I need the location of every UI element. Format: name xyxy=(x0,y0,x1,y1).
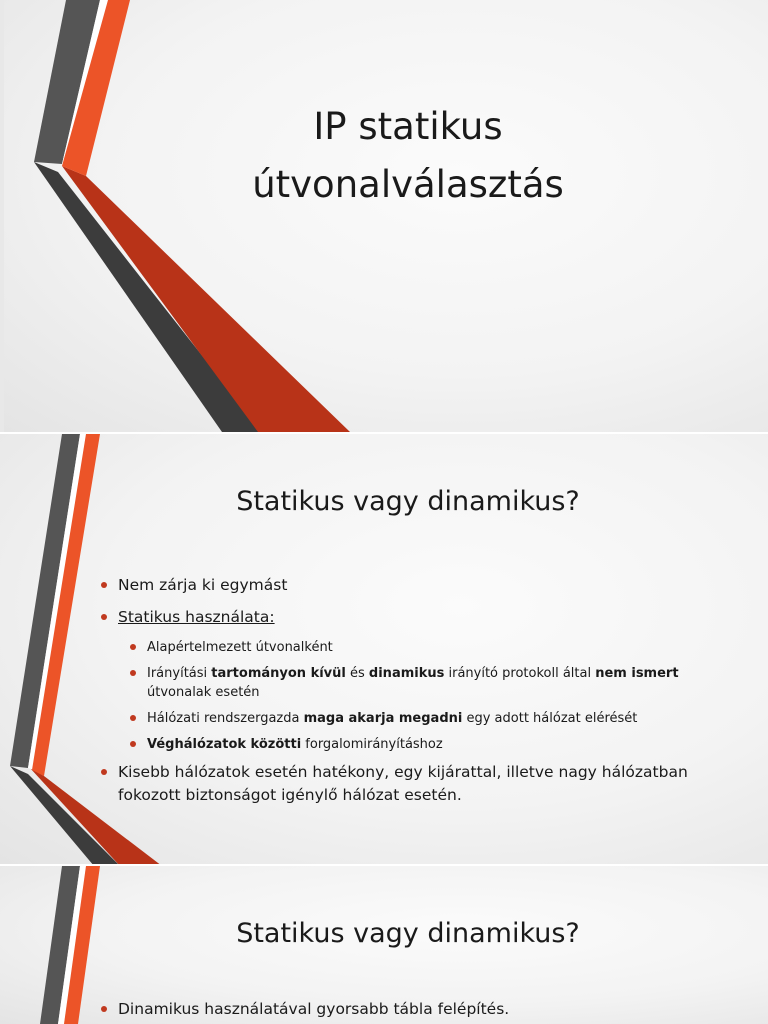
slide-title: IP statikus útvonalválasztás xyxy=(252,105,564,206)
bullet-text: Statikus használata: xyxy=(118,608,275,626)
bullet-list xyxy=(100,574,740,816)
decorative-stripes xyxy=(0,0,360,432)
bullet-list xyxy=(100,998,740,1024)
slide-1 xyxy=(0,0,768,432)
sub-bullet-item: Irányítási tartományon kívül és dinamikus irányító protokoll által nem ismert útvonalak esetén xyxy=(130,664,740,702)
sub-bullet-item: Alapértelmezett útvonalként xyxy=(130,638,740,657)
sub-bullet-item: Hálózati rendszergazda maga akarja megadni egy adott hálózat elérését xyxy=(130,709,740,728)
slide-2 xyxy=(0,434,768,864)
sub-bullet-item: Véghálózatok közötti forgalomirányításhoz xyxy=(130,735,740,754)
bullet-item: Kisebb hálózatok esetén hatékony, egy kijárattal, illetve nagy hálózatban fokozott biztonságot igénylő hálózat esetén. xyxy=(100,761,740,807)
slide-3 xyxy=(0,866,768,1024)
bullet-item: Nem zárja ki egymást xyxy=(100,574,740,597)
slide-title: Statikus vagy dinamikus? xyxy=(236,918,580,949)
bullet-item: Dinamikus használatával gyorsabb tábla felépítés. xyxy=(100,998,740,1021)
slide-title: Statikus vagy dinamikus? xyxy=(236,486,580,517)
bullet-item xyxy=(100,606,740,629)
